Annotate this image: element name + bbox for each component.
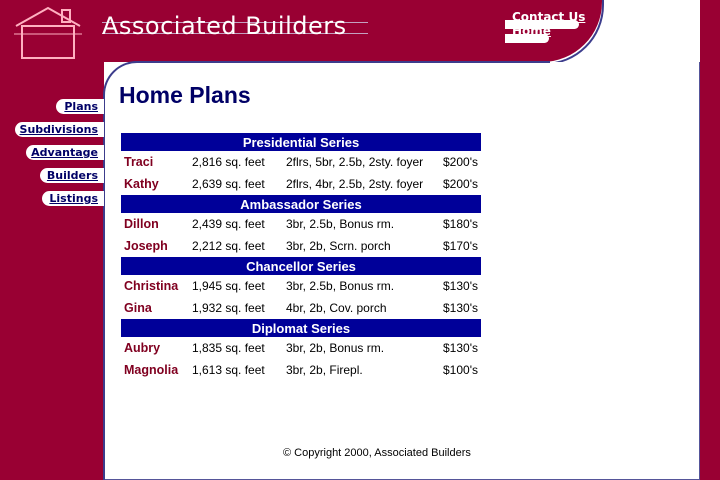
nav-plans[interactable]: Plans: [56, 99, 104, 114]
table-row: [121, 235, 481, 257]
copyright-footer: © Copyright 2000, Associated Builders: [283, 447, 471, 459]
plan-desc: 2flrs, 5br, 2.5b, 2sty. foyer: [286, 155, 424, 169]
plan-name: Dillon: [124, 217, 159, 231]
plan-desc: 3br, 2b, Bonus rm.: [286, 341, 385, 355]
plan-desc: 3br, 2b, Firepl.: [286, 363, 363, 377]
plan-name: Gina: [124, 301, 152, 315]
series-name: Chancellor Series: [121, 257, 481, 275]
series-header: [121, 257, 481, 275]
table-row: [121, 275, 481, 297]
plan-desc: 2flrs, 4br, 2.5b, 2sty. foyer: [286, 177, 424, 191]
plan-sqft: 1,932 sq. feet: [192, 301, 265, 315]
table-row: [121, 297, 481, 319]
series-name: Ambassador Series: [121, 195, 481, 213]
plan-sqft: 2,639 sq. feet: [192, 177, 265, 191]
plan-name: Joseph: [124, 239, 168, 253]
series-header: [121, 133, 481, 151]
plan-desc: 3br, 2.5b, Bonus rm.: [286, 279, 395, 293]
nav-listings[interactable]: Listings: [42, 191, 104, 206]
plan-price: $200's: [443, 155, 478, 169]
plan-name: Aubry: [124, 341, 161, 355]
plan-price: $100's: [443, 363, 478, 377]
series-name: Presidential Series: [121, 133, 481, 151]
plan-sqft: 1,613 sq. feet: [192, 363, 265, 377]
plan-name: Christina: [124, 279, 179, 293]
plan-price: $130's: [443, 279, 478, 293]
page-title: Home Plans: [119, 82, 251, 108]
table-row: [121, 213, 481, 235]
home-link[interactable]: Home: [512, 24, 551, 38]
plan-price: $130's: [443, 301, 478, 315]
plan-desc: 3br, 2.5b, Bonus rm.: [286, 217, 395, 231]
brand-title: Associated Builders: [102, 12, 347, 40]
plan-price: $130's: [443, 341, 478, 355]
series-header: [121, 319, 481, 337]
table-row: [121, 173, 481, 195]
house-logo-icon: [12, 4, 84, 62]
content-panel-border-top: [140, 61, 550, 63]
plan-desc: 4br, 2b, Cov. porch: [286, 301, 387, 315]
table-row: [121, 151, 481, 173]
plan-desc: 3br, 2b, Scrn. porch: [286, 239, 391, 253]
table-row: [121, 337, 481, 359]
nav-advantage[interactable]: Advantage: [26, 145, 104, 160]
home-plans-table: [121, 133, 481, 381]
plan-sqft: 2,816 sq. feet: [192, 155, 265, 169]
plan-sqft: 2,212 sq. feet: [192, 239, 265, 253]
right-edge-strip: [700, 0, 720, 480]
nav-subdivisions[interactable]: Subdivisions: [15, 122, 104, 137]
top-links: [512, 10, 585, 38]
table-row: [121, 359, 481, 381]
plan-name: Traci: [124, 155, 154, 169]
series-name: Diplomat Series: [121, 319, 481, 337]
contact-us-link[interactable]: Contact Us: [512, 10, 586, 24]
plan-sqft: 2,439 sq. feet: [192, 217, 265, 231]
plan-sqft: 1,835 sq. feet: [192, 341, 265, 355]
left-sidebar-background: [0, 0, 104, 480]
plan-price: $170's: [443, 239, 478, 253]
plan-price: $200's: [443, 177, 478, 191]
plan-price: $180's: [443, 217, 478, 231]
series-header: [121, 195, 481, 213]
plan-sqft: 1,945 sq. feet: [192, 279, 265, 293]
plan-name: Kathy: [124, 177, 159, 191]
plan-name: Magnolia: [124, 363, 179, 377]
nav-builders[interactable]: Builders: [40, 168, 104, 183]
